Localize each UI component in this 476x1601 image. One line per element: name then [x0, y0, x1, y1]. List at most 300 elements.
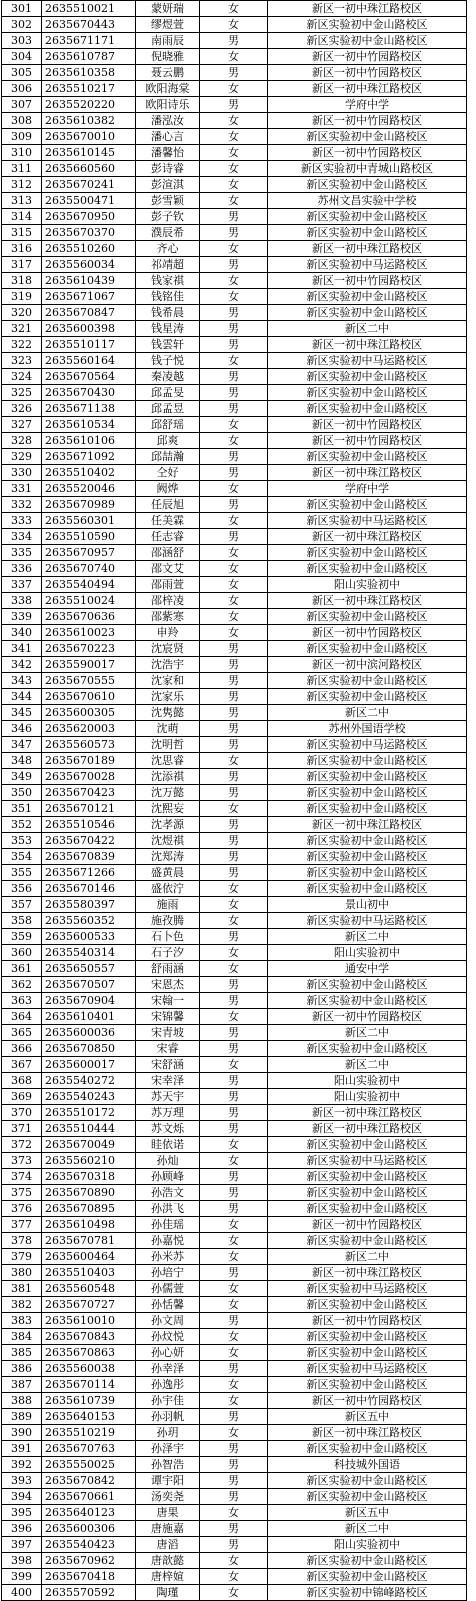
- table-row: [2, 913, 467, 929]
- table-row: [2, 513, 467, 529]
- gender-cell: 男: [200, 321, 268, 337]
- gender-cell: 女: [200, 433, 268, 449]
- exam-id-cell: 2635670370: [42, 225, 136, 241]
- table-row: [2, 577, 467, 593]
- row-number-cell: 332: [2, 497, 42, 513]
- table-row: [2, 289, 467, 305]
- row-number-cell: 389: [2, 1409, 42, 1425]
- student-name-cell: 孙灿: [136, 1153, 200, 1169]
- gender-cell: 男: [200, 977, 268, 993]
- table-row: [2, 833, 467, 849]
- row-number-cell: 390: [2, 1425, 42, 1441]
- gender-cell: 女: [200, 545, 268, 561]
- gender-cell: 女: [200, 273, 268, 289]
- exam-id-cell: 2635600464: [42, 1249, 136, 1265]
- school-name-cell: 新区实验初中金山路校区: [268, 209, 467, 225]
- row-number-cell: 329: [2, 449, 42, 465]
- student-name-cell: 宋幸泽: [136, 1073, 200, 1089]
- school-name-cell: 新区实验初中金山路校区: [268, 497, 467, 513]
- row-number-cell: 377: [2, 1217, 42, 1233]
- school-name-cell: 新区一初中珠江路校区: [268, 337, 467, 353]
- table-row: [2, 49, 467, 65]
- gender-cell: 女: [200, 1345, 268, 1361]
- gender-cell: 女: [200, 1281, 268, 1297]
- exam-id-cell: 2635640123: [42, 1505, 136, 1521]
- student-name-cell: 唐歆懿: [136, 1553, 200, 1569]
- row-number-cell: 327: [2, 417, 42, 433]
- student-name-cell: 申羚: [136, 625, 200, 641]
- row-number-cell: 381: [2, 1281, 42, 1297]
- table-row: [2, 657, 467, 673]
- exam-id-cell: 2635670610: [42, 689, 136, 705]
- row-number-cell: 309: [2, 129, 42, 145]
- gender-cell: 女: [200, 1377, 268, 1393]
- row-number-cell: 391: [2, 1441, 42, 1457]
- gender-cell: 男: [200, 785, 268, 801]
- student-name-cell: 孙逸彤: [136, 1377, 200, 1393]
- table-row: [2, 1329, 467, 1345]
- table-row: [2, 257, 467, 273]
- exam-id-cell: 2635610010: [42, 1313, 136, 1329]
- row-number-cell: 363: [2, 993, 42, 1009]
- gender-cell: 男: [200, 673, 268, 689]
- exam-id-cell: 2635510219: [42, 1425, 136, 1441]
- exam-id-cell: 2635520046: [42, 481, 136, 497]
- exam-id-cell: 2635600306: [42, 1521, 136, 1537]
- table-row: [2, 353, 467, 369]
- student-name-cell: 钱子悦: [136, 353, 200, 369]
- student-name-cell: 盛依泞: [136, 881, 200, 897]
- gender-cell: 男: [200, 1025, 268, 1041]
- school-name-cell: 新区实验初中锦峰路校区: [268, 1585, 467, 1601]
- school-name-cell: 新区二中: [268, 929, 467, 945]
- school-name-cell: 新区实验初中金山路校区: [268, 545, 467, 561]
- student-name-cell: 任志睿: [136, 529, 200, 545]
- gender-cell: 男: [200, 721, 268, 737]
- row-number-cell: 347: [2, 737, 42, 753]
- gender-cell: 男: [200, 1201, 268, 1217]
- school-name-cell: 新区实验初中金山路校区: [268, 1137, 467, 1153]
- row-number-cell: 304: [2, 49, 42, 65]
- gender-cell: 男: [200, 1441, 268, 1457]
- school-name-cell: 新区实验初中青城山路校区: [268, 161, 467, 177]
- gender-cell: 女: [200, 145, 268, 161]
- school-name-cell: 通安中学: [268, 961, 467, 977]
- row-number-cell: 373: [2, 1153, 42, 1169]
- gender-cell: 女: [200, 49, 268, 65]
- gender-cell: 女: [200, 1249, 268, 1265]
- table-row: [2, 545, 467, 561]
- exam-id-cell: 2635600398: [42, 321, 136, 337]
- exam-id-cell: 2635670847: [42, 305, 136, 321]
- exam-id-cell: 2635560548: [42, 1281, 136, 1297]
- school-name-cell: 苏州外国语学校: [268, 721, 467, 737]
- school-name-cell: 新区实验初中金山路校区: [268, 1377, 467, 1393]
- row-number-cell: 393: [2, 1473, 42, 1489]
- table-row: [2, 1073, 467, 1089]
- student-name-cell: 孙洪飞: [136, 1201, 200, 1217]
- row-number-cell: 316: [2, 241, 42, 257]
- school-name-cell: 新区二中: [268, 1025, 467, 1041]
- table-row: [2, 1313, 467, 1329]
- exam-id-cell: 2635510260: [42, 241, 136, 257]
- row-number-cell: 394: [2, 1489, 42, 1505]
- student-name-cell: 仝好: [136, 465, 200, 481]
- school-name-cell: 新区实验初中金山路校区: [268, 849, 467, 865]
- school-name-cell: 新区实验初中金山路校区: [268, 1041, 467, 1057]
- table-row: [2, 641, 467, 657]
- exam-id-cell: 2635670418: [42, 1569, 136, 1585]
- gender-cell: 男: [200, 849, 268, 865]
- exam-id-cell: 2635670842: [42, 1473, 136, 1489]
- row-number-cell: 313: [2, 193, 42, 209]
- table-row: [2, 225, 467, 241]
- row-number-cell: 370: [2, 1105, 42, 1121]
- gender-cell: 女: [200, 593, 268, 609]
- gender-cell: 女: [200, 801, 268, 817]
- gender-cell: 女: [200, 945, 268, 961]
- student-name-cell: 宋恩杰: [136, 977, 200, 993]
- school-name-cell: 新区实验初中金山路校区: [268, 33, 467, 49]
- school-name-cell: 新区实验初中金山路校区: [268, 305, 467, 321]
- exam-id-cell: 2635670781: [42, 1233, 136, 1249]
- school-name-cell: 新区一初中珠江路校区: [268, 593, 467, 609]
- student-name-cell: 施孜腾: [136, 913, 200, 929]
- student-name-cell: 苏天宇: [136, 1089, 200, 1105]
- table-row: [2, 865, 467, 881]
- table-row: [2, 1297, 467, 1313]
- student-name-cell: 邵梓凌: [136, 593, 200, 609]
- row-number-cell: 369: [2, 1089, 42, 1105]
- table-row: [2, 593, 467, 609]
- student-name-cell: 任美霖: [136, 513, 200, 529]
- row-number-cell: 374: [2, 1169, 42, 1185]
- student-name-cell: 濮辰希: [136, 225, 200, 241]
- exam-id-cell: 2635670010: [42, 129, 136, 145]
- table-row: [2, 321, 467, 337]
- table-row: [2, 785, 467, 801]
- exam-id-cell: 2635550025: [42, 1457, 136, 1473]
- student-name-cell: 彭子钦: [136, 209, 200, 225]
- row-number-cell: 378: [2, 1233, 42, 1249]
- gender-cell: 男: [200, 337, 268, 353]
- table-row: [2, 1521, 467, 1537]
- row-number-cell: 372: [2, 1137, 42, 1153]
- school-name-cell: 阳山实验初中: [268, 945, 467, 961]
- row-number-cell: 328: [2, 433, 42, 449]
- student-name-cell: 孙培宁: [136, 1265, 200, 1281]
- exam-id-cell: 2635670443: [42, 17, 136, 33]
- school-name-cell: 新区实验初中金山路校区: [268, 865, 467, 881]
- row-number-cell: 364: [2, 1009, 42, 1025]
- gender-cell: 男: [200, 33, 268, 49]
- row-number-cell: 333: [2, 513, 42, 529]
- student-table-body: [2, 1, 467, 1601]
- row-number-cell: 400: [2, 1585, 42, 1601]
- row-number-cell: 356: [2, 881, 42, 897]
- table-row: [2, 161, 467, 177]
- exam-id-cell: 2635640153: [42, 1409, 136, 1425]
- exam-id-cell: 2635670430: [42, 385, 136, 401]
- gender-cell: 女: [200, 1, 268, 17]
- school-name-cell: 新区一初中珠江路校区: [268, 817, 467, 833]
- table-row: [2, 1233, 467, 1249]
- row-number-cell: 368: [2, 1073, 42, 1089]
- school-name-cell: 新区实验初中金山路校区: [268, 769, 467, 785]
- exam-id-cell: 2635670661: [42, 1489, 136, 1505]
- gender-cell: 女: [200, 177, 268, 193]
- exam-id-cell: 2635670146: [42, 881, 136, 897]
- student-name-cell: 唐梓媗: [136, 1569, 200, 1585]
- exam-id-cell: 2635660560: [42, 161, 136, 177]
- row-number-cell: 319: [2, 289, 42, 305]
- exam-id-cell: 2635540243: [42, 1089, 136, 1105]
- school-name-cell: 新区实验初中金山路校区: [268, 1553, 467, 1569]
- school-name-cell: 新区实验初中金山路校区: [268, 225, 467, 241]
- row-number-cell: 312: [2, 177, 42, 193]
- row-number-cell: 375: [2, 1185, 42, 1201]
- gender-cell: 男: [200, 1121, 268, 1137]
- student-name-cell: 宋睿: [136, 1041, 200, 1057]
- table-row: [2, 177, 467, 193]
- row-number-cell: 398: [2, 1553, 42, 1569]
- exam-id-cell: 2635560038: [42, 1361, 136, 1377]
- gender-cell: 女: [200, 881, 268, 897]
- row-number-cell: 346: [2, 721, 42, 737]
- exam-id-cell: 2635670121: [42, 801, 136, 817]
- table-row: [2, 1153, 467, 1169]
- school-name-cell: 新区实验初中金山路校区: [268, 1345, 467, 1361]
- student-name-cell: 沈家乐: [136, 689, 200, 705]
- gender-cell: 男: [200, 993, 268, 1009]
- gender-cell: 男: [200, 65, 268, 81]
- exam-id-cell: 2635600305: [42, 705, 136, 721]
- gender-cell: 女: [200, 289, 268, 305]
- table-row: [2, 129, 467, 145]
- school-name-cell: 阳山实验初中: [268, 1537, 467, 1553]
- student-name-cell: 宋锦馨: [136, 1009, 200, 1025]
- gender-cell: 女: [200, 913, 268, 929]
- gender-cell: 男: [200, 1185, 268, 1201]
- student-name-cell: 彭渲淇: [136, 177, 200, 193]
- table-row: [2, 1537, 467, 1553]
- row-number-cell: 350: [2, 785, 42, 801]
- student-name-cell: 钱希晨: [136, 305, 200, 321]
- row-number-cell: 336: [2, 561, 42, 577]
- gender-cell: 女: [200, 1057, 268, 1073]
- student-name-cell: 宋舒涵: [136, 1057, 200, 1073]
- exam-id-cell: 2635670636: [42, 609, 136, 625]
- school-name-cell: 新区二中: [268, 1521, 467, 1537]
- school-name-cell: 新区一初中珠江路校区: [268, 529, 467, 545]
- gender-cell: 男: [200, 769, 268, 785]
- row-number-cell: 399: [2, 1569, 42, 1585]
- exam-id-cell: 2635540314: [42, 945, 136, 961]
- gender-cell: 男: [200, 817, 268, 833]
- school-name-cell: 新区实验初中金山路校区: [268, 289, 467, 305]
- row-number-cell: 324: [2, 369, 42, 385]
- row-number-cell: 301: [2, 1, 42, 17]
- exam-id-cell: 2635670223: [42, 641, 136, 657]
- gender-cell: 女: [200, 193, 268, 209]
- exam-id-cell: 2635600017: [42, 1057, 136, 1073]
- student-name-cell: 祁靖超: [136, 257, 200, 273]
- table-row: [2, 1201, 467, 1217]
- school-name-cell: 新区实验初中金山路校区: [268, 369, 467, 385]
- school-name-cell: 新区实验初中金山路校区: [268, 993, 467, 1009]
- student-name-cell: 钱雲轩: [136, 337, 200, 353]
- gender-cell: 男: [200, 641, 268, 657]
- table-row: [2, 1425, 467, 1441]
- exam-id-cell: 2635540494: [42, 577, 136, 593]
- school-name-cell: 科技城外国语: [268, 1457, 467, 1473]
- school-name-cell: 新区实验初中马运路校区: [268, 513, 467, 529]
- gender-cell: 男: [200, 1537, 268, 1553]
- row-number-cell: 331: [2, 481, 42, 497]
- school-name-cell: 新区一初中珠江路校区: [268, 241, 467, 257]
- student-name-cell: 沈萌: [136, 721, 200, 737]
- exam-id-cell: 2635570592: [42, 1585, 136, 1601]
- exam-id-cell: 2635670049: [42, 1137, 136, 1153]
- student-name-cell: 沈添祺: [136, 769, 200, 785]
- school-name-cell: 新区一初中竹园路校区: [268, 1393, 467, 1409]
- exam-id-cell: 2635670839: [42, 849, 136, 865]
- school-name-cell: 新区实验初中金山路校区: [268, 129, 467, 145]
- gender-cell: 男: [200, 1409, 268, 1425]
- gender-cell: 女: [200, 129, 268, 145]
- school-name-cell: 新区二中: [268, 1249, 467, 1265]
- table-row: [2, 1, 467, 17]
- exam-id-cell: 2635670895: [42, 1201, 136, 1217]
- student-name-cell: 倪晓雅: [136, 49, 200, 65]
- table-row: [2, 1137, 467, 1153]
- table-row: [2, 1441, 467, 1457]
- gender-cell: 女: [200, 353, 268, 369]
- school-name-cell: 新区一初中珠江路校区: [268, 81, 467, 97]
- student-name-cell: 孙幸泽: [136, 1361, 200, 1377]
- school-name-cell: 景山初中: [268, 897, 467, 913]
- school-name-cell: 新区二中: [268, 1057, 467, 1073]
- student-name-cell: 盛黄晨: [136, 865, 200, 881]
- student-name-cell: 沈孝源: [136, 817, 200, 833]
- table-row: [2, 97, 467, 113]
- row-number-cell: 323: [2, 353, 42, 369]
- student-name-cell: 孙泽宇: [136, 1441, 200, 1457]
- student-name-cell: 孙佳瑶: [136, 1217, 200, 1233]
- exam-id-cell: 2635670564: [42, 369, 136, 385]
- student-name-cell: 欧阳海棠: [136, 81, 200, 97]
- row-number-cell: 383: [2, 1313, 42, 1329]
- row-number-cell: 382: [2, 1297, 42, 1313]
- exam-id-cell: 2635670318: [42, 1169, 136, 1185]
- gender-cell: 男: [200, 1457, 268, 1473]
- row-number-cell: 330: [2, 465, 42, 481]
- row-number-cell: 396: [2, 1521, 42, 1537]
- school-name-cell: 新区二中: [268, 705, 467, 721]
- exam-id-cell: 2635560573: [42, 737, 136, 753]
- student-table: [1, 0, 467, 1601]
- table-row: [2, 1281, 467, 1297]
- exam-id-cell: 2635560301: [42, 513, 136, 529]
- row-number-cell: 340: [2, 625, 42, 641]
- gender-cell: 女: [200, 513, 268, 529]
- exam-id-cell: 2635671266: [42, 865, 136, 881]
- table-row: [2, 1009, 467, 1025]
- student-name-cell: 孙顾峰: [136, 1169, 200, 1185]
- exam-id-cell: 2635560352: [42, 913, 136, 929]
- gender-cell: 男: [200, 97, 268, 113]
- row-number-cell: 310: [2, 145, 42, 161]
- student-name-cell: 眭依诺: [136, 1137, 200, 1153]
- exam-id-cell: 2635670028: [42, 769, 136, 785]
- student-name-cell: 唐滔: [136, 1537, 200, 1553]
- gender-cell: 女: [200, 417, 268, 433]
- table-row: [2, 17, 467, 33]
- row-number-cell: 322: [2, 337, 42, 353]
- row-number-cell: 325: [2, 385, 42, 401]
- table-row: [2, 689, 467, 705]
- school-name-cell: 新区实验初中金山路校区: [268, 385, 467, 401]
- table-row: [2, 1377, 467, 1393]
- student-name-cell: 钱星涛: [136, 321, 200, 337]
- student-name-cell: 沈明哲: [136, 737, 200, 753]
- school-name-cell: 新区实验初中金山路校区: [268, 1569, 467, 1585]
- table-row: [2, 721, 467, 737]
- table-row: [2, 625, 467, 641]
- gender-cell: 男: [200, 1521, 268, 1537]
- table-row: [2, 1041, 467, 1057]
- row-number-cell: 386: [2, 1361, 42, 1377]
- gender-cell: 男: [200, 401, 268, 417]
- row-number-cell: 335: [2, 545, 42, 561]
- table-row: [2, 433, 467, 449]
- exam-id-cell: 2635670727: [42, 1297, 136, 1313]
- exam-id-cell: 2635670189: [42, 753, 136, 769]
- row-number-cell: 339: [2, 609, 42, 625]
- row-number-cell: 397: [2, 1537, 42, 1553]
- gender-cell: 女: [200, 1217, 268, 1233]
- school-name-cell: 新区实验初中金山路校区: [268, 1489, 467, 1505]
- exam-id-cell: 2635560034: [42, 257, 136, 273]
- gender-cell: 女: [200, 17, 268, 33]
- student-name-cell: 孙浩文: [136, 1185, 200, 1201]
- row-number-cell: 341: [2, 641, 42, 657]
- table-row: [2, 977, 467, 993]
- student-name-cell: 汤奕尧: [136, 1489, 200, 1505]
- school-name-cell: 新区一初中竹园路校区: [268, 625, 467, 641]
- row-number-cell: 342: [2, 657, 42, 673]
- school-name-cell: 新区一初中珠江路校区: [268, 1, 467, 17]
- gender-cell: 女: [200, 1393, 268, 1409]
- exam-id-cell: 2635670114: [42, 1377, 136, 1393]
- exam-id-cell: 2635670843: [42, 1329, 136, 1345]
- table-row: [2, 561, 467, 577]
- exam-id-cell: 2635671138: [42, 401, 136, 417]
- school-name-cell: 新区实验初中马运路校区: [268, 1153, 467, 1169]
- gender-cell: 男: [200, 385, 268, 401]
- table-row: [2, 209, 467, 225]
- table-row: [2, 305, 467, 321]
- exam-id-cell: 2635610401: [42, 1009, 136, 1025]
- student-name-cell: 施雨: [136, 897, 200, 913]
- school-name-cell: 新区实验初中金山路校区: [268, 641, 467, 657]
- school-name-cell: 新区实验初中金山路校区: [268, 753, 467, 769]
- gender-cell: 男: [200, 705, 268, 721]
- table-row: [2, 1553, 467, 1569]
- table-row: [2, 705, 467, 721]
- table-row: [2, 449, 467, 465]
- gender-cell: 男: [200, 497, 268, 513]
